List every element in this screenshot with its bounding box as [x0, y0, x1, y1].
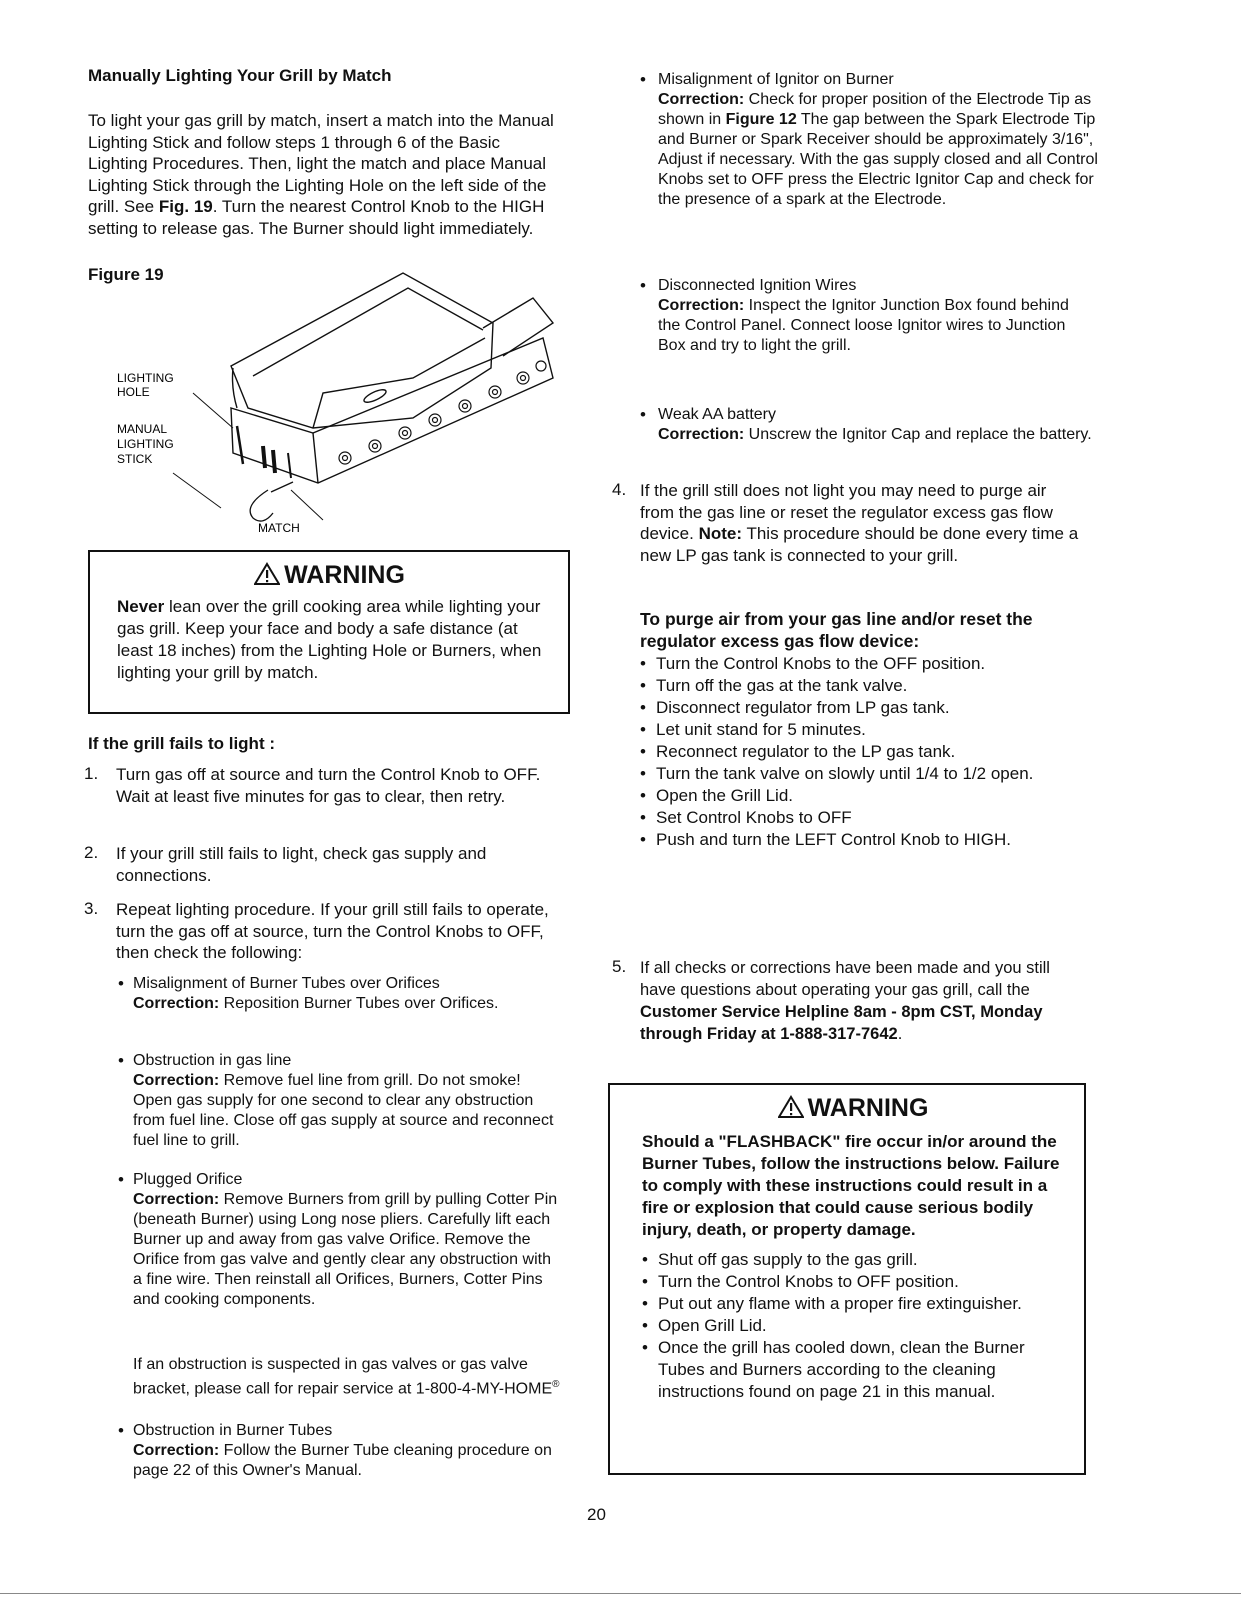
step-text: If your grill still fails to light, check gas supply and connections.: [116, 844, 487, 885]
figure-reference: Fig. 19: [158, 197, 213, 216]
correction-text: Reposition Burner Tubes over Orifices.: [219, 995, 499, 1012]
warning-bold-text: Should a "FLASHBACK" fire occur in/or around the Burner Tubes, follow the instructions below. Failure to comply with these instructions could result in a fire or explosion that could cause serious bodily injury, death, or property damage.: [642, 1132, 1060, 1239]
step5-text-b: .: [897, 1025, 903, 1043]
grill-drawing: [113, 268, 573, 543]
check-correction: [133, 1441, 563, 1481]
correction-label: Correction:: [133, 1191, 220, 1208]
flashback-step-text: Turn the Control Knobs to OFF position.: [658, 1272, 959, 1291]
step-text: [640, 480, 1080, 566]
check-correction: [658, 90, 1098, 210]
correction-text: Unscrew the Ignitor Cap and replace the battery.: [744, 426, 1092, 443]
warning-title-1: [117, 560, 542, 590]
bullet: •: [642, 1294, 648, 1313]
check-title: Misalignment of Burner Tubes over Orifices: [133, 975, 440, 992]
bullet: •: [640, 742, 646, 761]
bullet: •: [640, 764, 646, 783]
flashback-step: [642, 1293, 1064, 1315]
correction-label: Correction:: [133, 1442, 220, 1459]
grill-illustration: [113, 268, 573, 543]
figure-reference: Figure 12: [725, 111, 797, 128]
check-title: Plugged Orifice: [133, 1171, 243, 1188]
purge-step-text: Push and turn the LEFT Control Knob to HIGH.: [656, 830, 1011, 849]
bullet: •: [118, 1421, 124, 1440]
warning-body-1: lean over the grill cooking area while lighting your gas grill. Keep your face and body a safe distance (at least 18 inches) from the Lighting Hole or Burners, when lighting your grill by match.: [117, 597, 542, 682]
correction-text: Follow the Burner Tube cleaning procedure on page 22 of this Owner's Manual.: [133, 1442, 552, 1479]
purge-step: [640, 829, 1080, 851]
warning-triangle-icon: [254, 562, 280, 586]
bullet: •: [642, 1272, 648, 1291]
bullet: •: [640, 830, 646, 849]
bullet: •: [640, 698, 646, 717]
intro-paragraph: [88, 110, 564, 239]
bullet: •: [118, 1051, 124, 1070]
step-text: Turn gas off at source and turn the Control Knob to OFF. Wait at least five minutes for gas to clear, then retry.: [116, 765, 541, 806]
helpline: Customer Service Helpline 8am - 8pm CST, Monday through Friday at 1-888-317-7642: [640, 1003, 1043, 1043]
bullet: •: [640, 276, 646, 295]
warning-title-text-1: WARNING: [284, 561, 405, 589]
intro-text-2: . Turn the nearest Control Knob to the HIGH setting to release gas. The Burner should light immediately.: [88, 197, 545, 238]
flashback-step-text: Shut off gas supply to the gas grill.: [658, 1250, 918, 1269]
purge-step: [640, 719, 1080, 741]
purge-step-text: Let unit stand for 5 minutes.: [656, 720, 866, 739]
warning-text-1: [117, 596, 542, 684]
purge-step: [640, 785, 1080, 807]
purge-step-text: Turn the tank valve on slowly until 1/4 to 1/2 open.: [656, 764, 1034, 783]
figure-text-lighting-2: HOLE: [117, 385, 150, 399]
step-text: [640, 957, 1070, 1045]
bullet: •: [640, 654, 646, 673]
purge-step-text: Reconnect regulator to the LP gas tank.: [656, 742, 956, 761]
check-correction: [658, 425, 1098, 445]
check-item: [133, 974, 563, 1014]
bullet: •: [640, 720, 646, 739]
check-item: [133, 1421, 563, 1481]
check-title: Misalignment of Ignitor on Burner: [658, 71, 894, 88]
step-text: Repeat lighting procedure. If your grill still fails to operate, turn the gas off at source, turn the Control Knobs to OFF, then check the following:: [116, 900, 549, 962]
warning-lead: Never: [117, 597, 165, 616]
figure-text-lighting-1: LIGHTING: [117, 371, 174, 385]
correction-text: Check for proper position of the Electrode Tip as shown in: [658, 91, 1092, 128]
correction-label: Correction:: [658, 297, 745, 314]
check-item: [658, 405, 1098, 445]
bullet: •: [118, 974, 124, 993]
bullet: •: [118, 1170, 124, 1189]
bullet: •: [640, 808, 646, 827]
flashback-step-text: Put out any flame with a proper fire extinguisher.: [658, 1294, 1022, 1313]
check-item: [133, 1170, 563, 1310]
intro-text-1: To light your gas grill by match, insert a match into the Manual Lighting Stick and follow steps 1 through 6 of the Basic Lighting Procedures. Then, light the match and place Manual Lighting Stick through the Lighting Hole on the left side of the grill. See: [88, 111, 554, 216]
warning-title-2: [642, 1093, 1064, 1123]
figure-text-manual-3: STICK: [117, 452, 153, 466]
bullet: •: [642, 1316, 648, 1335]
purge-steps-list: [640, 653, 1080, 851]
suspected-text: If an obstruction is suspected in gas valves or gas valve bracket, please call for repair service at 1-800-4-MY-HOME: [133, 1356, 553, 1398]
figure-text-manual-1: MANUAL: [117, 422, 168, 436]
warning-box-2: [608, 1083, 1086, 1475]
check-item: [133, 1051, 563, 1151]
figure-text-match: MATCH: [258, 521, 300, 535]
note-label: Note:: [698, 524, 743, 543]
flashback-steps-list: [642, 1249, 1064, 1403]
correction-text: Inspect the Ignitor Junction Box found behind the Control Panel. Connect loose Ignitor wires to Junction Box and try to light the grill.: [658, 297, 1069, 354]
bullet: •: [642, 1250, 648, 1269]
check-item: [658, 70, 1098, 210]
step4-text-b: This procedure should be done every time a new LP gas tank is connected to your grill.: [640, 524, 1079, 565]
flashback-step-text: Once the grill has cooled down, clean the Burner Tubes and Burners according to the cleaning instructions found on page 21 in this manual.: [658, 1338, 1025, 1401]
step-number: 5.: [612, 957, 627, 976]
check-correction: [658, 296, 1078, 356]
bullet: •: [642, 1338, 648, 1357]
flashback-step: [642, 1337, 1064, 1403]
section-heading: Manually Lighting Your Grill by Match: [88, 66, 392, 85]
step-number: 1.: [84, 764, 99, 783]
flashback-step: [642, 1315, 1064, 1337]
check-title: Obstruction in Burner Tubes: [133, 1422, 333, 1439]
check-title: Obstruction in gas line: [133, 1052, 292, 1069]
correction-label: Correction:: [133, 1072, 220, 1089]
step4-text-a: If the grill still does not light you may need to purge air from the gas line or reset the regulator excess gas flow device.: [640, 481, 1053, 543]
figure-label: Figure 19: [88, 265, 164, 284]
flashback-step: [642, 1249, 1064, 1271]
step-number: 2.: [84, 843, 99, 862]
page-edge-line: [0, 1593, 1241, 1594]
purge-step-text: Open the Grill Lid.: [656, 786, 794, 805]
flashback-step: [642, 1271, 1064, 1293]
warning-triangle-icon: [778, 1095, 804, 1119]
purge-step-text: Turn off the gas at the tank valve.: [656, 676, 908, 695]
correction-text: Remove fuel line from grill. Do not smoke! Open gas supply for one second to clear any obstruction from fuel line. Close off gas supply at source and reconnect fuel line to grill.: [133, 1072, 554, 1149]
page-number: 20: [587, 1505, 606, 1524]
check-item: [658, 276, 1078, 356]
purge-step: [640, 807, 1080, 829]
step-number: 3.: [84, 899, 99, 918]
purge-step: [640, 697, 1080, 719]
correction-text: The gap between the Spark Electrode Tip and Burner or Spark Receiver should be approximately 3/16", Adjust if necessary. With the gas supply closed and all Control Knobs set to OFF press the Electric Ignitor Cap and check for the presence of a spark at the Electrode.: [658, 111, 1098, 208]
registered-mark: ®: [552, 1379, 560, 1390]
check-title: Weak AA battery: [658, 406, 776, 423]
correction-label: Correction:: [658, 91, 745, 108]
correction-label: Correction:: [133, 995, 220, 1012]
bullet: •: [640, 786, 646, 805]
bullet: •: [640, 676, 646, 695]
step-number: 4.: [612, 480, 627, 499]
check-correction: [133, 994, 563, 1014]
purge-step: [640, 741, 1080, 763]
fails-heading: If the grill fails to light :: [88, 734, 275, 753]
figure-text-manual-2: LIGHTING: [117, 437, 174, 451]
purge-step-text: Disconnect regulator from LP gas tank.: [656, 698, 950, 717]
flashback-step-text: Open Grill Lid.: [658, 1316, 767, 1335]
purge-step: [640, 763, 1080, 785]
check-correction: [133, 1190, 563, 1310]
purge-step-text: Turn the Control Knobs to the OFF position.: [656, 654, 986, 673]
correction-label: Correction:: [658, 426, 745, 443]
purge-step-text: Set Control Knobs to OFF: [656, 808, 852, 827]
bullet: •: [640, 405, 646, 424]
suspected-obstruction-text: [133, 1355, 563, 1399]
warning-title-text-2: WARNING: [807, 1094, 929, 1122]
correction-text: Remove Burners from grill by pulling Cotter Pin (beneath Burner) using Long nose pliers. Carefully lift each Burner up and away from gas valve Orifice. Remove the Orifice from gas valve and gently clear any obstruction with a fine wire. Then reinstall all Orifices, Burners, Cotter Pins and cooking components.: [133, 1191, 558, 1308]
check-correction: [133, 1071, 563, 1151]
purge-step: [640, 675, 1080, 697]
purge-step: [640, 653, 1080, 675]
purge-heading: To purge air from your gas line and/or reset the regulator excess gas flow device:: [640, 609, 1033, 651]
warning-box-1: [88, 550, 570, 714]
bullet: •: [640, 70, 646, 89]
check-title: Disconnected Ignition Wires: [658, 277, 857, 294]
step5-text-a: If all checks or corrections have been made and you still have questions about operating your gas grill, call the: [640, 959, 1050, 999]
